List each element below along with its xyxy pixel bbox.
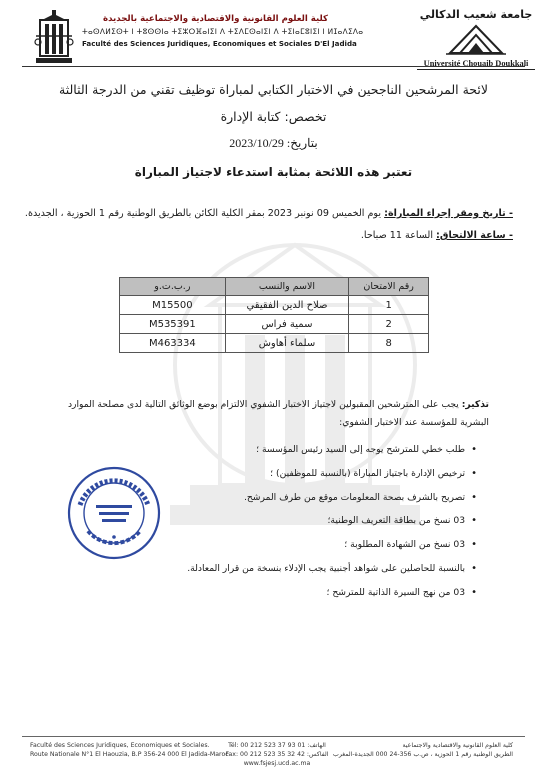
column-header-id: ر.ب.ت.و: [120, 278, 226, 296]
university-name-ar: جامعة شعيب الدكالي: [419, 8, 533, 21]
footer-text: Faculté des Sciences Juridiques, Economiques et Sociales.: [30, 742, 210, 749]
footer-website-link[interactable]: www.fsjesj.ucd.ac.ma: [243, 760, 311, 767]
document-date: بتاريخ: 2023/10/29: [229, 136, 318, 150]
list-item-text: طلب خطي للمترشح يوجه إلى السيد رئيس المؤسسة ؛: [256, 444, 466, 455]
bullet-icon: •: [471, 586, 477, 598]
cell-name: سلماء أهاوش: [225, 334, 349, 353]
list-item-text: 03 نسخ من الشهادة المطلوبة ؛: [344, 539, 466, 551]
specialty-title: تخصص: كتابة الإدارة: [220, 109, 327, 124]
faculty-name-ar: كلية العلوم القانونية والاقتصادية والاجتماعية بالجديدة: [103, 14, 328, 24]
cell-id: M463334: [120, 334, 226, 353]
table-row: [120, 334, 429, 353]
bullet-icon: •: [471, 491, 477, 503]
footer-text: الطريق الوطنية رقم 1 الحوزية ، ص.ب 356-24 000 الجديدة-المغرب: [333, 751, 513, 758]
bullet-icon: •: [471, 444, 477, 455]
cell-name: سمية فراس: [225, 315, 349, 334]
convocation-notice: تعتبر هذه اللائحة بمثابة استدعاء لاجتياز المباراة: [134, 165, 413, 179]
bullet-icon: •: [471, 562, 477, 574]
table-header-row: [120, 278, 429, 296]
reminder-text: يجب على المترشحين المقبولين لاجتياز الاختبار الشفوي الالتزام بوضع الوثائق التالية لدى مصلحة الموارد البشرية للمؤسسة عند الاختبار الشفوي:: [67, 399, 489, 428]
cell-name: صلاح الدين الفقيقي: [225, 296, 349, 315]
list-item: [117, 438, 477, 462]
list-item-text: بالنسبة للحاصلين على شواهد أجنبية يجب الإدلاء بنسخة من قرار المعادلة.: [187, 562, 466, 574]
cell-exam-number: 8: [349, 334, 429, 353]
arrival-time-label: - ساعة الالتحاق:: [436, 230, 513, 241]
column-header-exam-number: رقم الامتحان: [349, 278, 429, 296]
footer-phone: Tél: 00 212 523 37 93 01 :الهاتف: [228, 742, 326, 749]
list-item-text: 03 من نهج السيرة الذاتية للمترشح ؛: [326, 586, 466, 598]
footer-address-fr: [30, 741, 229, 759]
bullet-icon: •: [471, 467, 477, 479]
exam-date-label: - تاريخ ومقر إجراء المباراة:: [384, 208, 513, 219]
faculty-logo-icon: [34, 8, 74, 66]
footer-text: Route Nationale N°1 El Haouzia, B.P 356-24 000 El Jadida-Maroc: [30, 751, 229, 758]
reminder-paragraph: [49, 396, 489, 432]
footer-text: كلية العلوم القانونية والاقتصادية والاجتماعية: [402, 742, 513, 749]
footer-address-ar: [333, 741, 513, 759]
list-item: [117, 533, 477, 557]
list-item: [117, 509, 477, 533]
bullet-icon: •: [471, 515, 477, 527]
official-stamp-icon: [66, 465, 162, 561]
arrival-time-line: [361, 230, 513, 241]
faculty-name-tifinagh: ⵜⴰⵙⴷⵍⵉⵙⵜ ⵏ ⵜⵓⵙⵙⵏⴰ ⵜⵉⵣⵔⴼⴰⵏⵉⵏ ⴷ ⵜⵉⴷⵎⵙⴰⵏⵉⵏ ⴷ ⵜⵉⵏⴰⵎⵓⵏⵉⵏ ⵏ ⵍⵊⴰⴷⵉⴷⴰ: [82, 27, 364, 36]
list-item: [117, 581, 477, 605]
arrival-time-value: الساعة 11 صباحا.: [360, 230, 437, 241]
cell-exam-number: 2: [349, 315, 429, 334]
list-item: [117, 557, 477, 581]
document-title: لائحة المرشحين الناجحين في الاختبار الكتابي لمباراة توظيف تقني من الدرجة الثالثة: [59, 82, 488, 97]
university-logo-icon: [446, 23, 506, 55]
candidates-table: [119, 277, 429, 353]
cell-id: M15500: [120, 296, 226, 315]
required-documents-list: [117, 438, 477, 605]
exam-date-value: يوم الخميس 09 نونبر 2023 بمقر الكلية الكائن بالطريق الوطنية رقم 1 الحوزية ، الجديدة.: [24, 208, 385, 219]
list-item-text: 03 نسخ من بطاقة التعريف الوطنية؛: [327, 515, 466, 527]
university-name-fr: Université Chouaib Doukkali: [417, 59, 535, 70]
table-row: [120, 315, 429, 334]
exam-date-line: [25, 208, 513, 219]
list-item: [117, 462, 477, 486]
footer-divider: [22, 736, 525, 737]
footer-contact: [212, 741, 342, 768]
list-item-text: تصريح بالشرف بصحة المعلومات موقع من طرف المرشح.: [243, 491, 466, 503]
list-item-text: ترخيص الإدارة باجتياز المباراة (بالنسبة للموظفين) ؛: [270, 467, 466, 479]
header-divider: [22, 66, 525, 67]
bullet-icon: •: [471, 539, 477, 551]
faculty-name-fr: Faculté des Sciences Juridiques, Economiques et Sociales D'El Jadida: [82, 39, 357, 48]
reminder-label: تذكير:: [461, 399, 489, 410]
cell-exam-number: 1: [349, 296, 429, 315]
university-header: [417, 8, 535, 70]
cell-id: M535391: [120, 315, 226, 334]
table-row: [120, 296, 429, 315]
footer-fax: Fax: 00 212 523 35 32 42 :الفاكس: [225, 751, 329, 758]
column-header-name: الاسم والنسب: [225, 278, 349, 296]
list-item: [117, 486, 477, 510]
